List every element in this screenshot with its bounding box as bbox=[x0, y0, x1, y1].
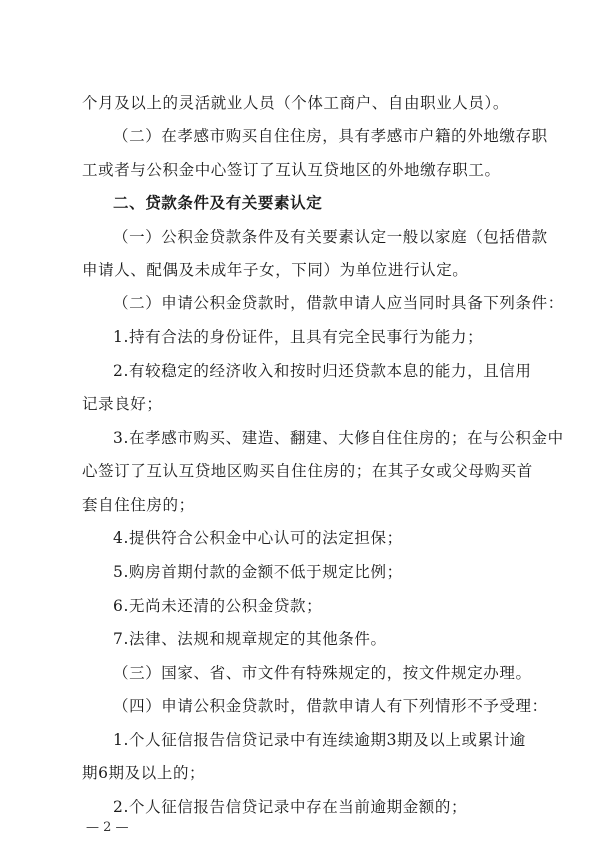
page-number: — 2 — bbox=[86, 820, 129, 835]
paragraph-line: 个月及以上的灵活就业人员（个体工商户、自由职业人员）。 bbox=[82, 94, 509, 112]
paragraph-line: （二）在孝感市购买自住住房，具有孝感市户籍的外地缴存职 bbox=[113, 127, 548, 145]
paragraph-line: 2.有较稳定的经济收入和按时归还贷款本息的能力，且信用 bbox=[113, 362, 532, 380]
paragraph-line: （四）申请公积金贷款时，借款申请人有下列情形不予受理： bbox=[113, 697, 548, 715]
paragraph-line: （一）公积金贷款条件及有关要素认定一般以家庭（包括借款 bbox=[113, 228, 548, 246]
paragraph-line: （二）申请公积金贷款时，借款申请人应当同时具备下列条件： bbox=[113, 294, 564, 312]
paragraph-line: 工或者与公积金中心签订了互认互贷地区的外地缴存职工。 bbox=[82, 161, 501, 179]
paragraph-line: 1.个人征信报告信贷记录中有连续逾期3期及以上或累计逾 bbox=[113, 731, 526, 749]
paragraph-line: 3.在孝感市购买、建造、翻建、大修自住住房的；在与公积金中 bbox=[113, 429, 564, 447]
paragraph-line: 套自住住房的； bbox=[82, 496, 195, 514]
paragraph-line: 申请人、配偶及未成年子女，下同）为单位进行认定。 bbox=[82, 261, 469, 279]
paragraph-line: 记录良好； bbox=[82, 395, 163, 413]
paragraph-line: 期6期及以上的； bbox=[82, 764, 206, 782]
paragraph-line: 7.法律、法规和规章规定的其他条件。 bbox=[113, 630, 387, 648]
section-heading: 二、贷款条件及有关要素认定 bbox=[113, 194, 323, 212]
paragraph-line: （三）国家、省、市文件有特殊规定的，按文件规定办理。 bbox=[113, 664, 532, 682]
paragraph-line: 5.购房首期付款的金额不低于规定比例； bbox=[113, 563, 403, 581]
paragraph-line: 1.持有合法的身份证件，且具有完全民事行为能力； bbox=[113, 328, 484, 346]
paragraph-line: 6.无尚未还清的公积金贷款； bbox=[113, 597, 323, 615]
paragraph-line: 2.个人征信报告信贷记录中存在当前逾期金额的； bbox=[113, 798, 468, 816]
paragraph-line: 4.提供符合公积金中心认可的法定担保； bbox=[113, 529, 403, 547]
paragraph-line: 心签订了互认互贷地区购买自住住房的；在其子女或父母购买首 bbox=[82, 462, 533, 480]
